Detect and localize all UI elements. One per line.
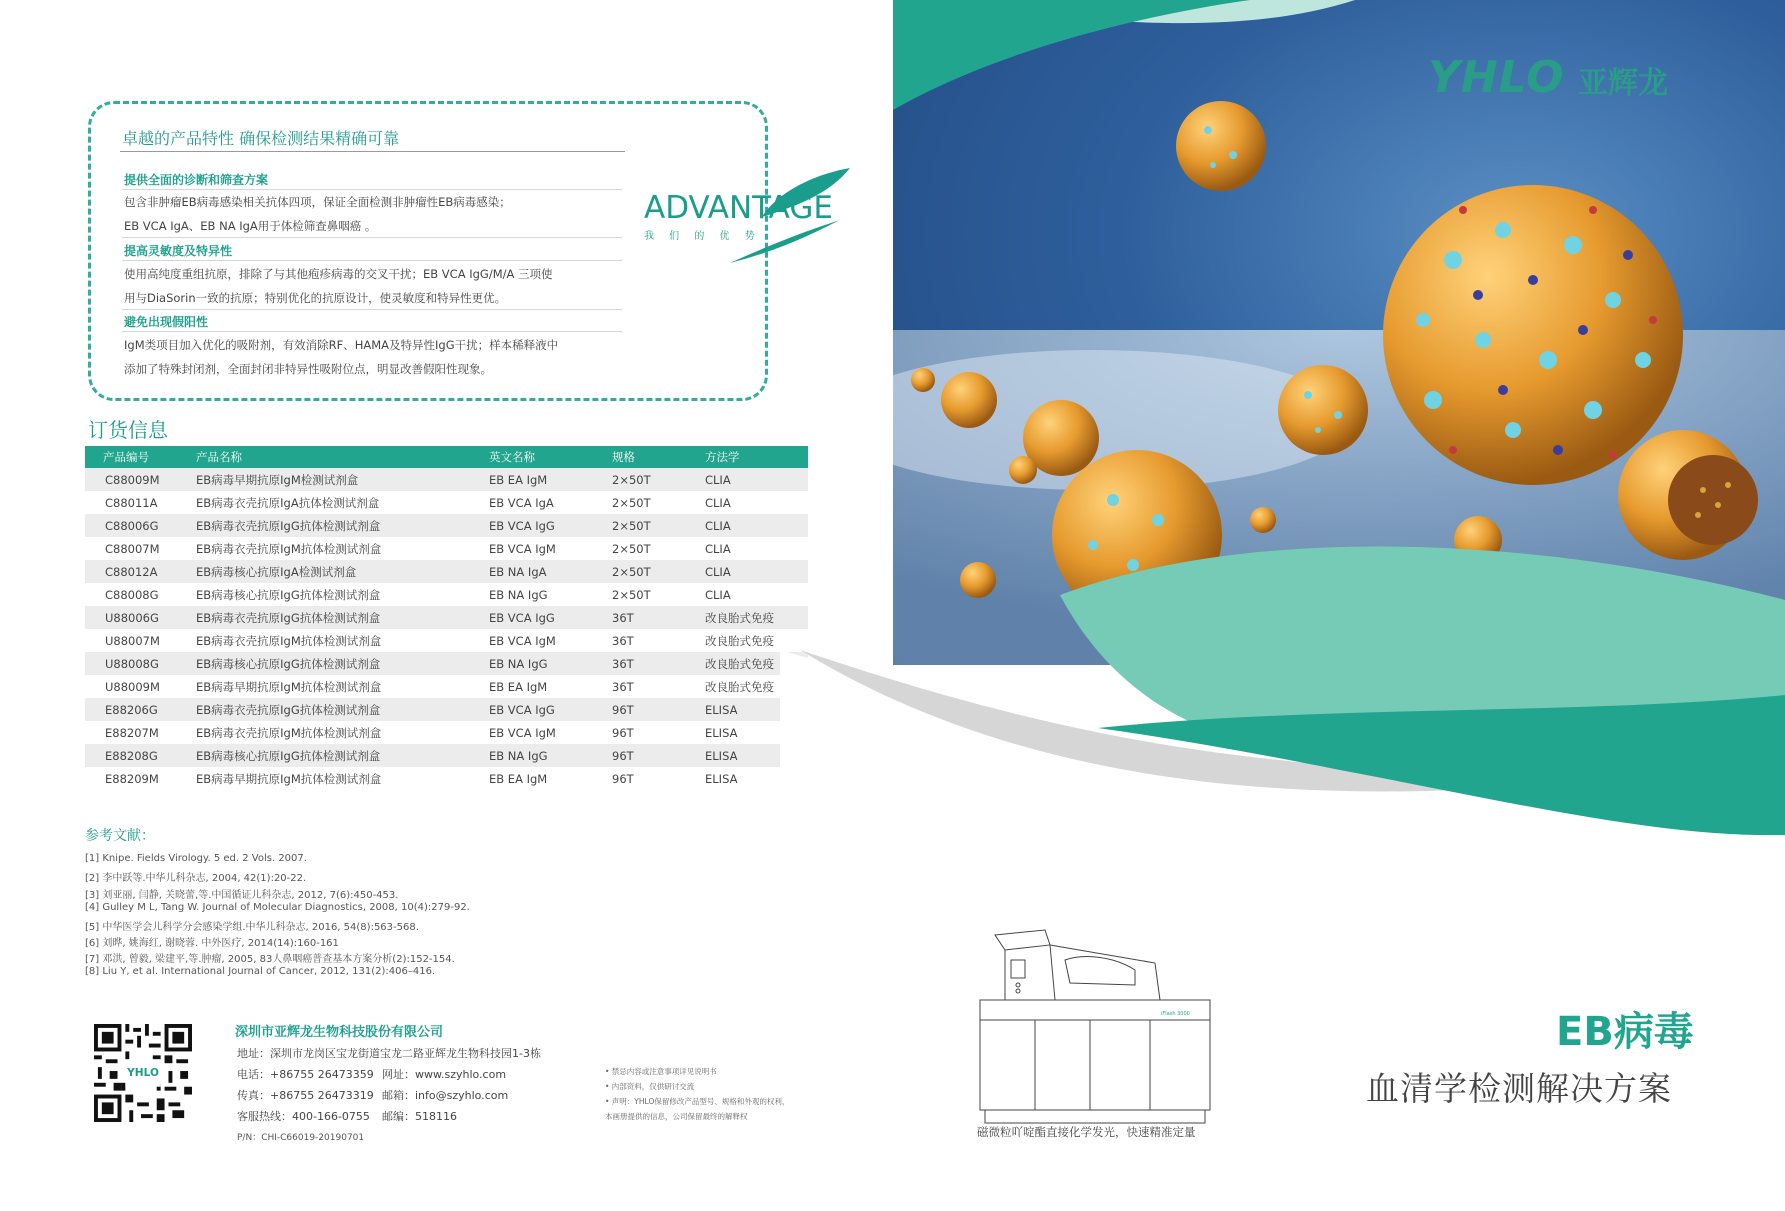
table-cell: CLIA (705, 587, 731, 602)
divider (122, 260, 622, 261)
table-cell: EB病毒早期抗原IgM检测试剂盒 (178, 468, 471, 491)
table-cell: EB病毒早期抗原IgM抗体检测试剂盒 (196, 679, 382, 694)
table-cell: E88206G (85, 698, 178, 721)
table-row (85, 537, 808, 560)
table-cell: 96T (612, 771, 634, 786)
table-cell: ELISA (705, 725, 738, 740)
table-cell: EB病毒核心抗原IgG抗体检测试剂盒 (196, 587, 381, 602)
table-cell: C88006G (85, 514, 178, 537)
divider (122, 309, 622, 310)
address: 地址：深圳市龙岗区宝龙街道宝龙二路亚辉龙生物科技园1-3栋 (237, 1047, 541, 1060)
table-cell: EB VCA IgM (489, 633, 556, 648)
table-row (85, 652, 808, 675)
feature-title-3: 避免出现假阳性 (124, 315, 209, 329)
table-cell: EB病毒核心抗原IgG抗体检测试剂盒 (178, 652, 471, 675)
table-cell: 2×50T (594, 468, 687, 491)
table-row (85, 491, 808, 514)
qr-code-icon[interactable] (94, 1024, 192, 1122)
table-cell: CLIA (705, 541, 731, 556)
table-cell: 改良胎式免疫 (705, 633, 774, 648)
table-cell: 36T (594, 652, 687, 675)
reference-item: [3] 刘亚丽, 闫静, 关晓蕾,等.中国循证儿科杂志, 2012, 7(6):450-453. (85, 890, 399, 901)
note-line: • 内部资料，仅供研讨交流 (605, 1082, 695, 1091)
table-cell: 96T (612, 725, 634, 740)
table-cell: CLIA (687, 560, 808, 583)
table-cell: EB EA IgM (489, 679, 548, 694)
table-row (85, 583, 808, 606)
table-cell: 2×50T (612, 495, 651, 510)
analyzer-illustration (975, 925, 1227, 1135)
wave-decoration (780, 0, 1785, 860)
table-cell: EB EA IgM (471, 468, 594, 491)
feature-line: IgM类项目加入优化的吸附剂，有效消除RF、HAMA及特异性IgG干扰；样本稀释液中 (124, 338, 559, 352)
feature-line: 用与DiaSorin一致的抗原；特别优化的抗原设计，使灵敏度和特异性更优。 (124, 291, 507, 305)
table-cell: EB VCA IgG (471, 606, 594, 629)
feature-title-2: 提高灵敏度及特异性 (124, 244, 233, 258)
table-cell: 改良胎式免疫 (705, 679, 774, 694)
table-row (85, 721, 808, 744)
part-number: P/N：CHI-C66019-20190701 (237, 1133, 365, 1143)
table-cell: CLIA (705, 495, 731, 510)
table-cell: C88007M (105, 541, 160, 556)
phone: 电话：+86755 26473359 (237, 1068, 374, 1081)
feature-line: 使用高纯度重组抗原，排除了与其他疱疹病毒的交叉干扰；EB VCA IgG/M/A 三项使 (124, 267, 553, 281)
table-row (85, 468, 808, 491)
table-row (85, 698, 808, 721)
note-line: • 声明：YHLO保留修改产品型号、规格和外观的权利， (605, 1097, 790, 1106)
table-cell: EB VCA IgM (489, 725, 556, 740)
table-row (85, 744, 808, 767)
qr-logo: YHLO (127, 1067, 159, 1080)
table-cell: E88207M (105, 725, 159, 740)
references-title: 参考文献： (85, 828, 155, 844)
advantage-subtitle: 我 们 的 优 势 (644, 231, 761, 242)
table-cell: E88209M (105, 771, 159, 786)
table-cell: C88009M (85, 468, 178, 491)
column-header: 规格 (594, 446, 687, 468)
table-cell: U88007M (105, 633, 160, 648)
feature-line: 包含非肿瘤EB病毒感染相关抗体四项，保证全面检测非肿瘤性EB病毒感染； (124, 195, 511, 209)
reference-item: [1] Knipe. Fields Virology. 5 ed. 2 Vols. 2007. (85, 853, 307, 864)
column-header: 产品编号 (85, 446, 178, 468)
table-cell: 2×50T (594, 560, 687, 583)
analyzer-caption: 磁微粒吖啶酯直接化学发光，快速精准定量 (977, 1125, 1196, 1139)
reference-item: [7] 邓洪, 曾毅, 梁建平,等.肿瘤, 2005, 83人鼻咽癌普查基本方案分析(2):152-154. (85, 954, 455, 965)
table-cell: EB EA IgM (489, 771, 548, 786)
table-cell: EB病毒早期抗原IgM抗体检测试剂盒 (196, 771, 382, 786)
table-cell: ELISA (687, 744, 808, 767)
table-row (85, 606, 808, 629)
table-cell: EB病毒衣壳抗原IgM抗体检测试剂盒 (196, 725, 382, 740)
fax: 传真：+86755 26473319 (237, 1089, 374, 1102)
table-cell: EB NA IgG (471, 744, 594, 767)
table-row (85, 767, 808, 790)
table-cell: U88008G (85, 652, 178, 675)
reference-item: [6] 刘晔, 姚海红, 谢晓蓉. 中外医疗, 2014(14):160-161 (85, 938, 339, 949)
table-cell: EB病毒衣壳抗原IgG抗体检测试剂盒 (178, 698, 471, 721)
note-line: 本画册提供的信息，公司保留最终的解释权 (605, 1112, 748, 1121)
table-cell: EB VCA IgM (489, 541, 556, 556)
table-cell: EB NA IgA (471, 560, 594, 583)
table-cell: 改良胎式免疫 (687, 652, 808, 675)
table-cell: CLIA (687, 468, 808, 491)
table-cell: EB VCA IgA (489, 495, 554, 510)
feature-line: 添加了特殊封闭剂，全面封闭非特异性吸附位点，明显改善假阳性现象。 (124, 362, 492, 376)
order-table (85, 446, 808, 790)
order-title: 订货信息 (88, 418, 168, 442)
note-line: • 禁忌内容或注意事项详见说明书 (605, 1067, 717, 1076)
reference-item: [2] 李中跃等.中华儿科杂志, 2004, 42(1):20-22. (85, 873, 307, 884)
table-cell: EB病毒衣壳抗原IgG抗体检测试剂盒 (178, 606, 471, 629)
table-cell: EB病毒衣壳抗原IgM抗体检测试剂盒 (196, 633, 382, 648)
column-header: 产品名称 (178, 446, 471, 468)
hotline: 客服热线：400-166-0755 (237, 1110, 370, 1123)
table-cell: 36T (612, 679, 634, 694)
divider (122, 237, 622, 238)
postcode: 邮编：518116 (382, 1110, 457, 1123)
heading-rule (120, 151, 625, 152)
table-cell: CLIA (687, 514, 808, 537)
table-cell: EB NA IgG (471, 652, 594, 675)
brand-logo-cn: 亚辉龙 (1578, 66, 1668, 101)
divider (122, 189, 622, 190)
table-row (85, 514, 808, 537)
website-link[interactable]: 网址：www.szyhlo.com (382, 1068, 507, 1081)
table-cell: U88006G (85, 606, 178, 629)
table-cell: C88008G (105, 587, 159, 602)
table-cell: U88009M (105, 679, 160, 694)
column-header: 方法学 (687, 446, 808, 468)
divider (122, 331, 622, 332)
advantage-heading: 卓越的产品特性 确保检测结果精确可靠 (122, 129, 400, 148)
table-row (85, 675, 808, 698)
table-cell: C88011A (105, 495, 158, 510)
column-header: 英文名称 (471, 446, 594, 468)
table-cell: 2×50T (612, 587, 651, 602)
table-header-row (85, 446, 808, 468)
table-cell: EB病毒核心抗原IgG抗体检测试剂盒 (178, 744, 471, 767)
table-cell: EB NA IgG (489, 587, 548, 602)
email-link[interactable]: 邮箱：info@szyhlo.com (382, 1089, 509, 1102)
reference-item: [4] Gulley M L, Tang W. Journal of Molecular Diagnostics, 2008, 10(4):279-92. (85, 902, 470, 913)
table-row (85, 560, 808, 583)
advantage-wordmark: ADVANTAGE (644, 190, 833, 226)
analyzer-label: iFlash 3000 (1161, 1011, 1190, 1017)
table-cell: 2×50T (612, 541, 651, 556)
table-cell: 96T (594, 744, 687, 767)
product-title: EB病毒 (1556, 1009, 1694, 1055)
table-row (85, 629, 808, 652)
reference-item: [5] 中华医学会儿科学分会感染学组.中华儿科杂志, 2016, 54(8):563-568. (85, 922, 419, 933)
table-cell: EB病毒衣壳抗原IgA抗体检测试剂盒 (196, 495, 380, 510)
table-cell: ELISA (705, 771, 738, 786)
company-name: 深圳市亚辉龙生物科技股份有限公司 (235, 1025, 444, 1040)
table-cell: 2×50T (594, 514, 687, 537)
product-subtitle: 血清学检测解决方案 (1366, 1069, 1672, 1108)
brand-logo-en: YHLO (1428, 52, 1565, 103)
table-cell: C88012A (85, 560, 178, 583)
feature-line: EB VCA IgA、EB NA IgA用于体检筛查鼻咽癌 。 (124, 219, 377, 233)
table-cell: 改良胎式免疫 (687, 606, 808, 629)
table-cell: ELISA (687, 698, 808, 721)
reference-item: [8] Liu Y, et al. International Journal of Cancer, 2012, 131(2):406–416. (85, 966, 436, 977)
table-cell: EB病毒衣壳抗原IgG抗体检测试剂盒 (178, 514, 471, 537)
feature-title-1: 提供全面的诊断和筛查方案 (124, 173, 269, 187)
table-cell: EB VCA IgG (471, 698, 594, 721)
table-cell: EB病毒核心抗原IgA检测试剂盒 (178, 560, 471, 583)
table-cell: EB病毒衣壳抗原IgM抗体检测试剂盒 (196, 541, 382, 556)
table-cell: E88208G (85, 744, 178, 767)
table-cell: 36T (594, 606, 687, 629)
table-cell: EB VCA IgG (471, 514, 594, 537)
table-cell: 36T (612, 633, 634, 648)
table-cell: 96T (594, 698, 687, 721)
